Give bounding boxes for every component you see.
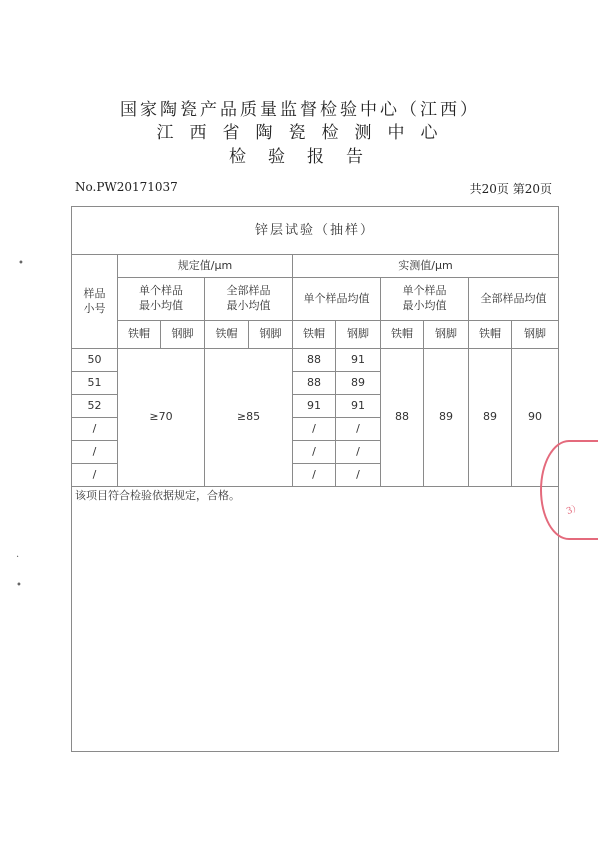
measured-single-avg-header: 单个样品均值 — [293, 278, 381, 321]
cap-header: 铁帽 — [118, 321, 161, 349]
cap-value-cell: / — [293, 464, 336, 487]
foot-header: 钢脚 — [161, 321, 205, 349]
sample-no-cell: / — [72, 418, 118, 441]
spec-single-value: ≥70 — [118, 349, 205, 487]
sample-no-cell: / — [72, 464, 118, 487]
report-number: No.PW20171037 — [75, 180, 178, 194]
center-name-national: 国家陶瓷产品质量监督检验中心（江西） — [120, 100, 480, 120]
test-title: 锌层试验（抽样） — [72, 207, 559, 255]
spec-all-header: 全部样品 最小均值 — [205, 278, 293, 321]
measured-single-min-header: 单个样品 最小均值 — [381, 278, 469, 321]
foot-header: 钢脚 — [424, 321, 469, 349]
foot-header: 钢脚 — [249, 321, 293, 349]
spec-all-value: ≥85 — [205, 349, 293, 487]
foot-value-cell: 91 — [336, 349, 381, 372]
min-foot-value: 89 — [424, 349, 469, 487]
spec-value-header: 规定值/μm — [118, 255, 293, 278]
foot-header: 钢脚 — [512, 321, 559, 349]
page-count: 共20页 第20页 — [469, 182, 552, 196]
zinc-test-table — [71, 206, 559, 752]
sample-no-cell: / — [72, 441, 118, 464]
sample-no-header: 样品 小号 — [72, 255, 118, 349]
foot-value-cell: / — [336, 418, 381, 441]
cap-value-cell: 88 — [293, 372, 336, 395]
sample-no-cell: 51 — [72, 372, 118, 395]
cap-header: 铁帽 — [469, 321, 512, 349]
scan-dot: · — [16, 552, 20, 563]
spec-single-header: 单个样品 最小均值 — [118, 278, 205, 321]
cap-header: 铁帽 — [205, 321, 249, 349]
official-seal-partial — [540, 440, 598, 540]
foot-header: 钢脚 — [336, 321, 381, 349]
center-name-provincial: 江西省陶瓷检测中心 — [156, 123, 454, 143]
seal-text: 3） — [565, 502, 583, 518]
cap-header: 铁帽 — [381, 321, 424, 349]
foot-value-cell: 89 — [336, 372, 381, 395]
foot-value-cell: / — [336, 441, 381, 464]
cap-value-cell: 88 — [293, 349, 336, 372]
cap-header: 铁帽 — [293, 321, 336, 349]
all-foot-value: 90 — [512, 349, 559, 487]
sample-no-cell: 52 — [72, 395, 118, 418]
measured-all-avg-header: 全部样品均值 — [469, 278, 559, 321]
scan-dot: • — [18, 258, 24, 269]
foot-value-cell: / — [336, 464, 381, 487]
min-cap-value: 88 — [381, 349, 424, 487]
cap-value-cell: / — [293, 418, 336, 441]
scan-dot: • — [16, 580, 22, 591]
cap-value-cell: 91 — [293, 395, 336, 418]
all-cap-value: 89 — [469, 349, 512, 487]
measured-value-header: 实测值/μm — [293, 255, 559, 278]
report-title: 检验报告 — [229, 147, 385, 167]
conclusion-text: 该项目符合检验依据规定，合格。 — [72, 487, 559, 752]
sample-no-cell: 50 — [72, 349, 118, 372]
foot-value-cell: 91 — [336, 395, 381, 418]
cap-value-cell: / — [293, 441, 336, 464]
